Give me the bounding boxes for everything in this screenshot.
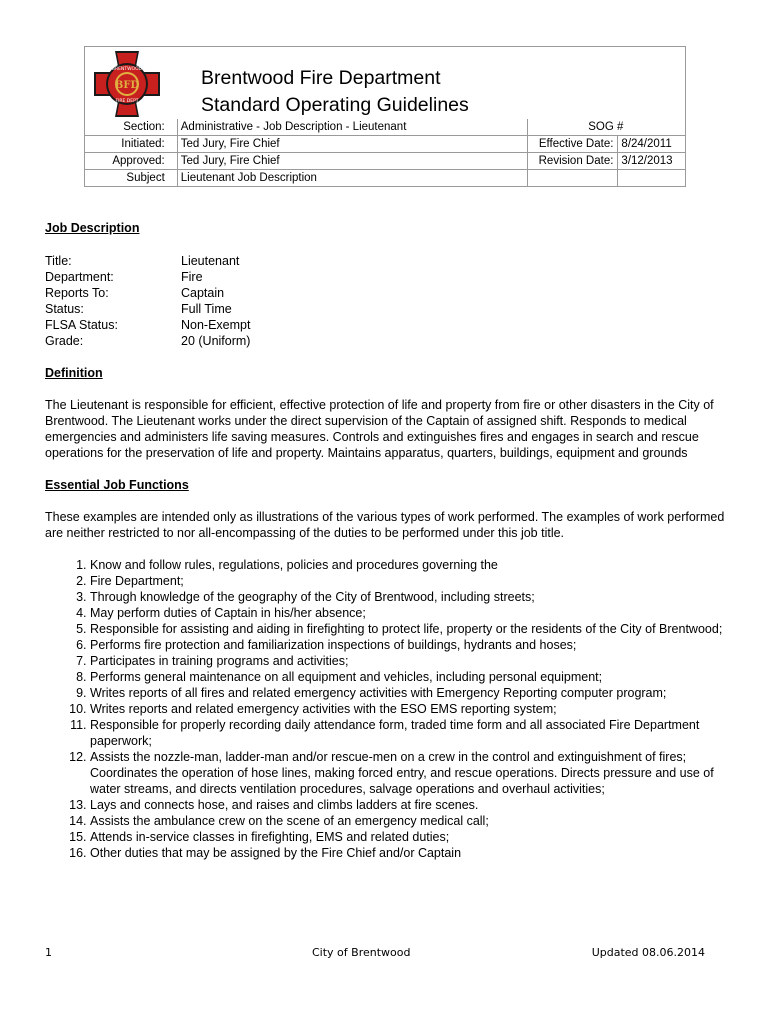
fact-label: FLSA Status: <box>45 318 118 332</box>
header-metadata-table <box>85 119 685 186</box>
list-item: 12. Assists the nozzle-man, ladder-man and/or rescue-men on a crew in the control and extinguishment of fires; Coordinates the operation of hose lines, making forced entry, and rescue operations. Directs pressure and use of water streams, and directs ventilation procedures, salvage operations and overhaul activities; <box>90 749 725 797</box>
fact-label: Grade: <box>45 334 84 348</box>
list-item: 10. Writes reports and related emergency activities with the ESO EMS reporting system; <box>90 701 725 717</box>
fact-value: 20 (Uniform) <box>181 334 251 348</box>
revision-date-value: 3/12/2013 <box>618 153 685 170</box>
fact-value: Fire <box>181 270 203 284</box>
fact-label: Reports To: <box>45 286 109 300</box>
list-item: 3. Through knowledge of the geography of the City of Brentwood, including streets; <box>90 589 725 605</box>
list-item: 6. Performs fire protection and familiarization inspections of buildings, hydrants and hoses; <box>90 637 725 653</box>
revision-date-label: Revision Date: <box>527 153 618 170</box>
page-number: 1 <box>45 946 52 959</box>
meta-value: Administrative - Job Description - Lieutenant <box>177 119 527 136</box>
list-item: 2. Fire Department; <box>90 573 725 589</box>
meta-value: Ted Jury, Fire Chief <box>177 136 527 153</box>
meta-row <box>85 170 685 187</box>
fact-value: Captain <box>181 286 225 300</box>
header-title-line1: Brentwood Fire Department <box>201 67 441 89</box>
footer-center: City of Brentwood <box>312 946 411 959</box>
list-item: 7. Participates in training programs and activities; <box>90 653 725 669</box>
meta-value: Ted Jury, Fire Chief <box>177 153 527 170</box>
meta-label: Subject <box>85 170 177 187</box>
list-item: 15. Attends in-service classes in firefighting, EMS and related duties; <box>90 829 725 845</box>
list-item: 8. Performs general maintenance on all equipment and vehicles, including personal equipment; <box>90 669 725 685</box>
meta-label: Section: <box>85 119 177 136</box>
fact-label: Status: <box>45 302 84 316</box>
meta-value: Lieutenant Job Description <box>177 170 527 187</box>
sog-number-label: SOG # <box>527 119 685 136</box>
list-item: 14. Assists the ambulance crew on the scene of an emergency medical call; <box>90 813 725 829</box>
fact-value: Lieutenant <box>181 254 240 268</box>
meta-empty <box>618 170 685 187</box>
meta-empty <box>527 170 618 187</box>
list-item: 16. Other duties that may be assigned by the Fire Chief and/or Captain <box>90 845 725 861</box>
meta-row <box>85 136 685 153</box>
job-description-heading: Job Description <box>45 221 140 235</box>
logo-text-top: BRENTWOOD <box>111 67 143 72</box>
essential-functions-heading: Essential Job Functions <box>45 478 189 492</box>
effective-date-value: 8/24/2011 <box>618 136 685 153</box>
list-item: 4. May perform duties of Captain in his/her absence; <box>90 605 725 621</box>
essential-intro: These examples are intended only as illustrations of the various types of work performed. The examples of work performed are neither restricted to nor all-encompassing of the duties to be performed under this job title. <box>45 510 725 540</box>
meta-label: Initiated: <box>85 136 177 153</box>
fact-label: Title: <box>45 254 72 268</box>
essential-functions-list <box>45 557 725 861</box>
definition-heading: Definition <box>45 366 103 380</box>
document-header <box>84 46 686 187</box>
list-item: 13. Lays and connects hose, and raises and climbs ladders at fire scenes. <box>90 797 725 813</box>
fact-label: Department: <box>45 270 114 284</box>
header-title <box>201 65 469 119</box>
fire-department-logo <box>85 47 169 121</box>
list-item: 9. Writes reports of all fires and related emergency activities with Emergency Reporting computer program; <box>90 685 725 701</box>
fact-value: Full Time <box>181 302 232 316</box>
list-item: 5. Responsible for assisting and aiding in firefighting to protect life, property or the residents of the City of Brentwood; <box>90 621 725 637</box>
meta-row <box>85 153 685 170</box>
logo-letters: BFD <box>114 80 140 91</box>
meta-row <box>85 119 685 136</box>
fact-value: Non-Exempt <box>181 318 251 332</box>
meta-label: Approved: <box>85 153 177 170</box>
definition-text: The Lieutenant is responsible for efficient, effective protection of life and property from fire or other disasters in the City of Brentwood. The Lieutenant works under the direct supervision of the Captain of assigned shift. Responds to medical emergencies and administers life saving measures. Controls and extinguishes fires and engages in search and rescue operations for the preservation of life and property. Maintains apparatus, quarters, buildings, equipment and grounds <box>45 398 714 460</box>
document-body <box>45 220 725 861</box>
job-facts <box>45 253 725 349</box>
list-item: 1. Know and follow rules, regulations, policies and procedures governing the <box>90 557 725 573</box>
header-title-line2: Standard Operating Guidelines <box>201 94 469 116</box>
effective-date-label: Effective Date: <box>527 136 618 153</box>
footer-updated: Updated 08.06.2014 <box>591 946 705 959</box>
logo-text-bottom: FIRE DEPT <box>115 99 139 104</box>
list-item: 11. Responsible for properly recording daily attendance form, traded time form and all associated Fire Department paperwork; <box>90 717 725 749</box>
